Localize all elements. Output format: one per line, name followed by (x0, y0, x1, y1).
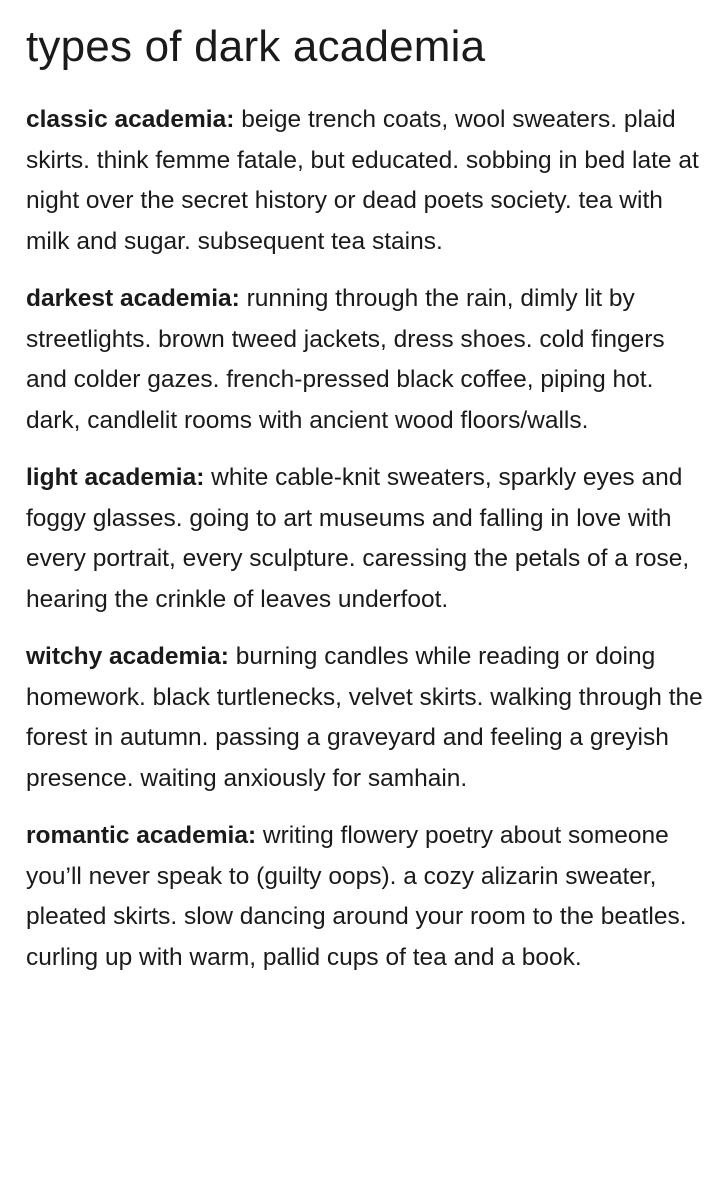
entry-term: classic academia: (26, 106, 235, 133)
entry-darkest-academia (26, 279, 706, 441)
entry-term: darkest academia: (26, 285, 240, 312)
post-title: types of dark academia (26, 22, 486, 71)
entry-term: light academia: (26, 464, 205, 491)
entry-light-academia (26, 458, 706, 620)
entry-text: burning candles while reading or doing homework. black turtlenecks, velvet skirts. walking through the forest in autumn. passing a graveyard and feeling a greyish presence. waiting anxiously for samhain. (26, 643, 703, 792)
entry-classic-academia (26, 100, 706, 262)
post-body (26, 16, 706, 978)
entry-witchy-academia (26, 637, 706, 799)
entry-text: beige trench coats, wool sweaters. plaid skirts. think femme fatale, but educated. sobbing in bed late at night over the secret history or dead poets society. tea with milk and sugar. subsequent tea stains. (26, 106, 699, 255)
entry-term: romantic academia: (26, 822, 257, 849)
entry-term: witchy academia: (26, 643, 229, 670)
entry-text: writing flowery poetry about someone you’ll never speak to (guilty oops). a cozy alizarin sweater, pleated skirts. slow dancing around your room to the beatles. curling up with warm, pallid cups of tea and a book. (26, 822, 687, 971)
entry-text: white cable-knit sweaters, sparkly eyes and foggy glasses. going to art museums and falling in love with every portrait, every sculpture. caressing the petals of a rose, hearing the crinkle of leaves underfoot. (26, 464, 690, 613)
entry-romantic-academia (26, 816, 706, 978)
entry-text: running through the rain, dimly lit by streetlights. brown tweed jackets, dress shoes. cold fingers and colder gazes. french-pressed black coffee, piping hot. dark, candlelit rooms with ancient wood floors/walls. (26, 285, 665, 434)
